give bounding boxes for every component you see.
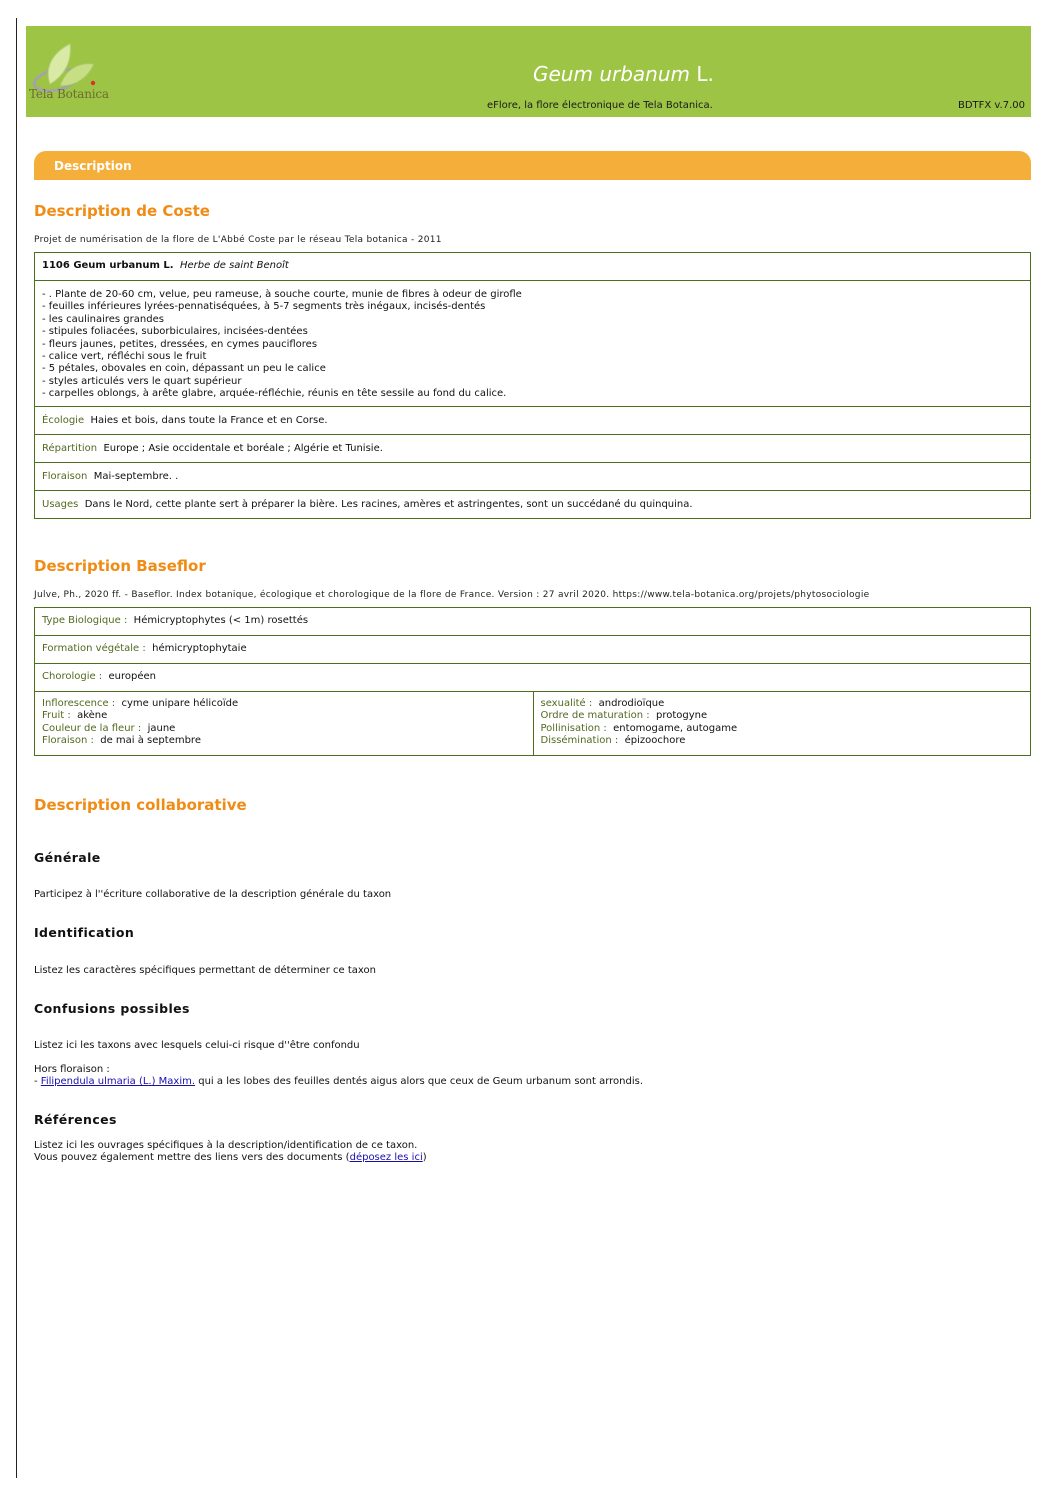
row-value: épizoochore: [624, 735, 686, 747]
coste-line: - fleurs jaunes, petites, dressées, en cymes pauciflores: [42, 338, 318, 350]
confusions-text: Listez ici les taxons avec lesquels celui-ci risque d''être confondu: [34, 1040, 360, 1051]
coste-line: - les caulinaires grandes: [42, 313, 164, 325]
hors-floraison-label: Hors floraison :: [34, 1064, 110, 1075]
baseflor-source: Julve, Ph., 2020 ff. - Baseflor. Index botanique, écologique et chorologique de la flore de France. Version : 27 avril 2020. https://www.tela-botanica.org/projets/phytosociologie: [34, 590, 870, 600]
row-label: Répartition: [42, 443, 98, 454]
coste-source: Projet de numérisation de la flore de L'Abbé Coste par le réseau Tela botanica - 2011: [34, 235, 442, 245]
references-line2-end: ): [422, 1152, 427, 1163]
row-label: sexualité :: [540, 698, 593, 709]
identification-text: Listez les caractères spécifiques permettant de déterminer ce taxon: [34, 965, 376, 976]
page-left-rule: [16, 18, 17, 1478]
confusions-heading: Confusions possibles: [34, 1001, 190, 1016]
taxon-author: L.: [696, 62, 714, 86]
coste-line: - feuilles inférieures lyrées-pennatiséquées, à 5-7 segments très inégaux, incisés-dentés: [42, 301, 486, 313]
header-subtitle: eFlore, la flore électronique de Tela Botanica.: [487, 100, 713, 111]
tab-description-label: Description: [54, 159, 132, 173]
row-label: Couleur de la fleur :: [42, 722, 142, 734]
tab-description[interactable]: [34, 151, 1031, 180]
coste-line: - styles articulés vers le quart supérieur: [42, 375, 242, 387]
confusion-item-text: qui a les lobes des feuilles dentés aigus alors que ceux de Geum urbanum sont arrondis.: [195, 1076, 644, 1087]
identification-heading: Identification: [34, 925, 135, 940]
row-label: Chorologie :: [42, 671, 103, 682]
references-line2: [34, 1152, 427, 1164]
generale-text: Participez à l''écriture collaborative de la description générale du taxon: [34, 889, 392, 900]
coste-common-name: Herbe de saint Benoît: [179, 260, 289, 271]
baseflor-left-column: [35, 692, 533, 755]
row-value: jaune: [147, 722, 176, 734]
row-label: Écologie: [42, 415, 85, 426]
coste-usages-row: [35, 491, 1030, 518]
header-banner: [26, 26, 1031, 117]
row-value: Dans le Nord, cette plante sert à préparer la bière. Les racines, amères et astringentes, sont un succédané du quinquina.: [84, 499, 693, 510]
references-heading: Références: [34, 1112, 117, 1127]
coste-name-row: [35, 253, 1030, 281]
references-line2-text: Vous pouvez également mettre des liens vers des documents (: [34, 1152, 350, 1163]
confusion-item: [34, 1076, 643, 1088]
coste-line: - . Plante de 20-60 cm, velue, peu rameuse, à souche courte, munie de fibres à odeur de girofle: [42, 289, 522, 300]
coste-line: - stipules foliacées, suborbiculaires, incisées-dentées: [42, 326, 308, 338]
coste-line: - carpelles oblongs, à arête glabre, arquée-réfléchie, réunis en tête sessile au fond du calice.: [42, 388, 507, 400]
list-prefix: -: [34, 1076, 41, 1087]
row-value: Haies et bois, dans toute la France et en Corse.: [90, 415, 328, 426]
collab-heading: Description collaborative: [34, 796, 247, 814]
row-label: Floraison: [42, 471, 88, 482]
baseflor-details-row: [35, 692, 1030, 755]
row-label: Dissémination :: [540, 735, 619, 747]
row-value: protogyne: [656, 710, 708, 722]
row-label: Fruit :: [42, 710, 71, 722]
row-value: Mai-septembre. .: [93, 471, 179, 482]
coste-heading: Description de Coste: [34, 202, 210, 220]
row-value: Europe ; Asie occidentale et boréale ; Algérie et Tunisie.: [103, 443, 383, 454]
logo-text: Tela Botanica: [29, 87, 109, 101]
row-label: Ordre de maturation :: [540, 710, 650, 722]
baseflor-formation-row: [35, 636, 1030, 664]
row-label: Formation végétale :: [42, 643, 146, 654]
row-value: androdioïque: [598, 698, 665, 709]
baseflor-table: [34, 607, 1031, 756]
baseflor-chorologie-row: [35, 664, 1030, 692]
row-value: hémicryptophytaie: [152, 643, 247, 654]
row-value: entomogame, autogame: [613, 722, 738, 734]
coste-name: 1106 Geum urbanum L.: [42, 260, 174, 271]
taxon-name: Geum urbanum: [533, 62, 691, 86]
coste-line: - calice vert, réfléchi sous le fruit: [42, 351, 207, 363]
coste-repartition-row: [35, 435, 1030, 463]
row-value: de mai à septembre: [100, 735, 201, 747]
coste-floraison-row: [35, 463, 1030, 491]
coste-table: [34, 252, 1031, 519]
row-value: cyme unipare hélicoïde: [121, 698, 239, 709]
filipendula-link[interactable]: Filipendula ulmaria (L.) Maxim.: [40, 1076, 196, 1087]
references-line1: Listez ici les ouvrages spécifiques à la description/identification de ce taxon.: [34, 1140, 418, 1151]
row-value: akène: [77, 710, 108, 722]
row-label: Pollinisation :: [540, 722, 607, 734]
deposez-link[interactable]: déposez les ici: [349, 1152, 423, 1163]
row-value: Hémicryptophytes (< 1m) rosettés: [133, 615, 309, 626]
version-label: BDTFX v.7.00: [957, 100, 1025, 111]
page-title: [533, 62, 714, 86]
coste-line: - 5 pétales, obovales en coin, dépassant un peu le calice: [42, 363, 326, 375]
baseflor-heading: Description Baseflor: [34, 557, 206, 575]
generale-heading: Générale: [34, 850, 101, 865]
baseflor-right-column: [533, 692, 1031, 755]
baseflor-type-row: [35, 608, 1030, 636]
row-label: Usages: [42, 499, 79, 510]
row-label: Floraison :: [42, 735, 94, 747]
coste-ecologie-row: [35, 407, 1030, 435]
coste-description-row: [35, 281, 1030, 407]
row-label: Type Biologique :: [42, 615, 128, 626]
row-value: européen: [108, 671, 157, 682]
row-label: Inflorescence :: [42, 698, 116, 709]
